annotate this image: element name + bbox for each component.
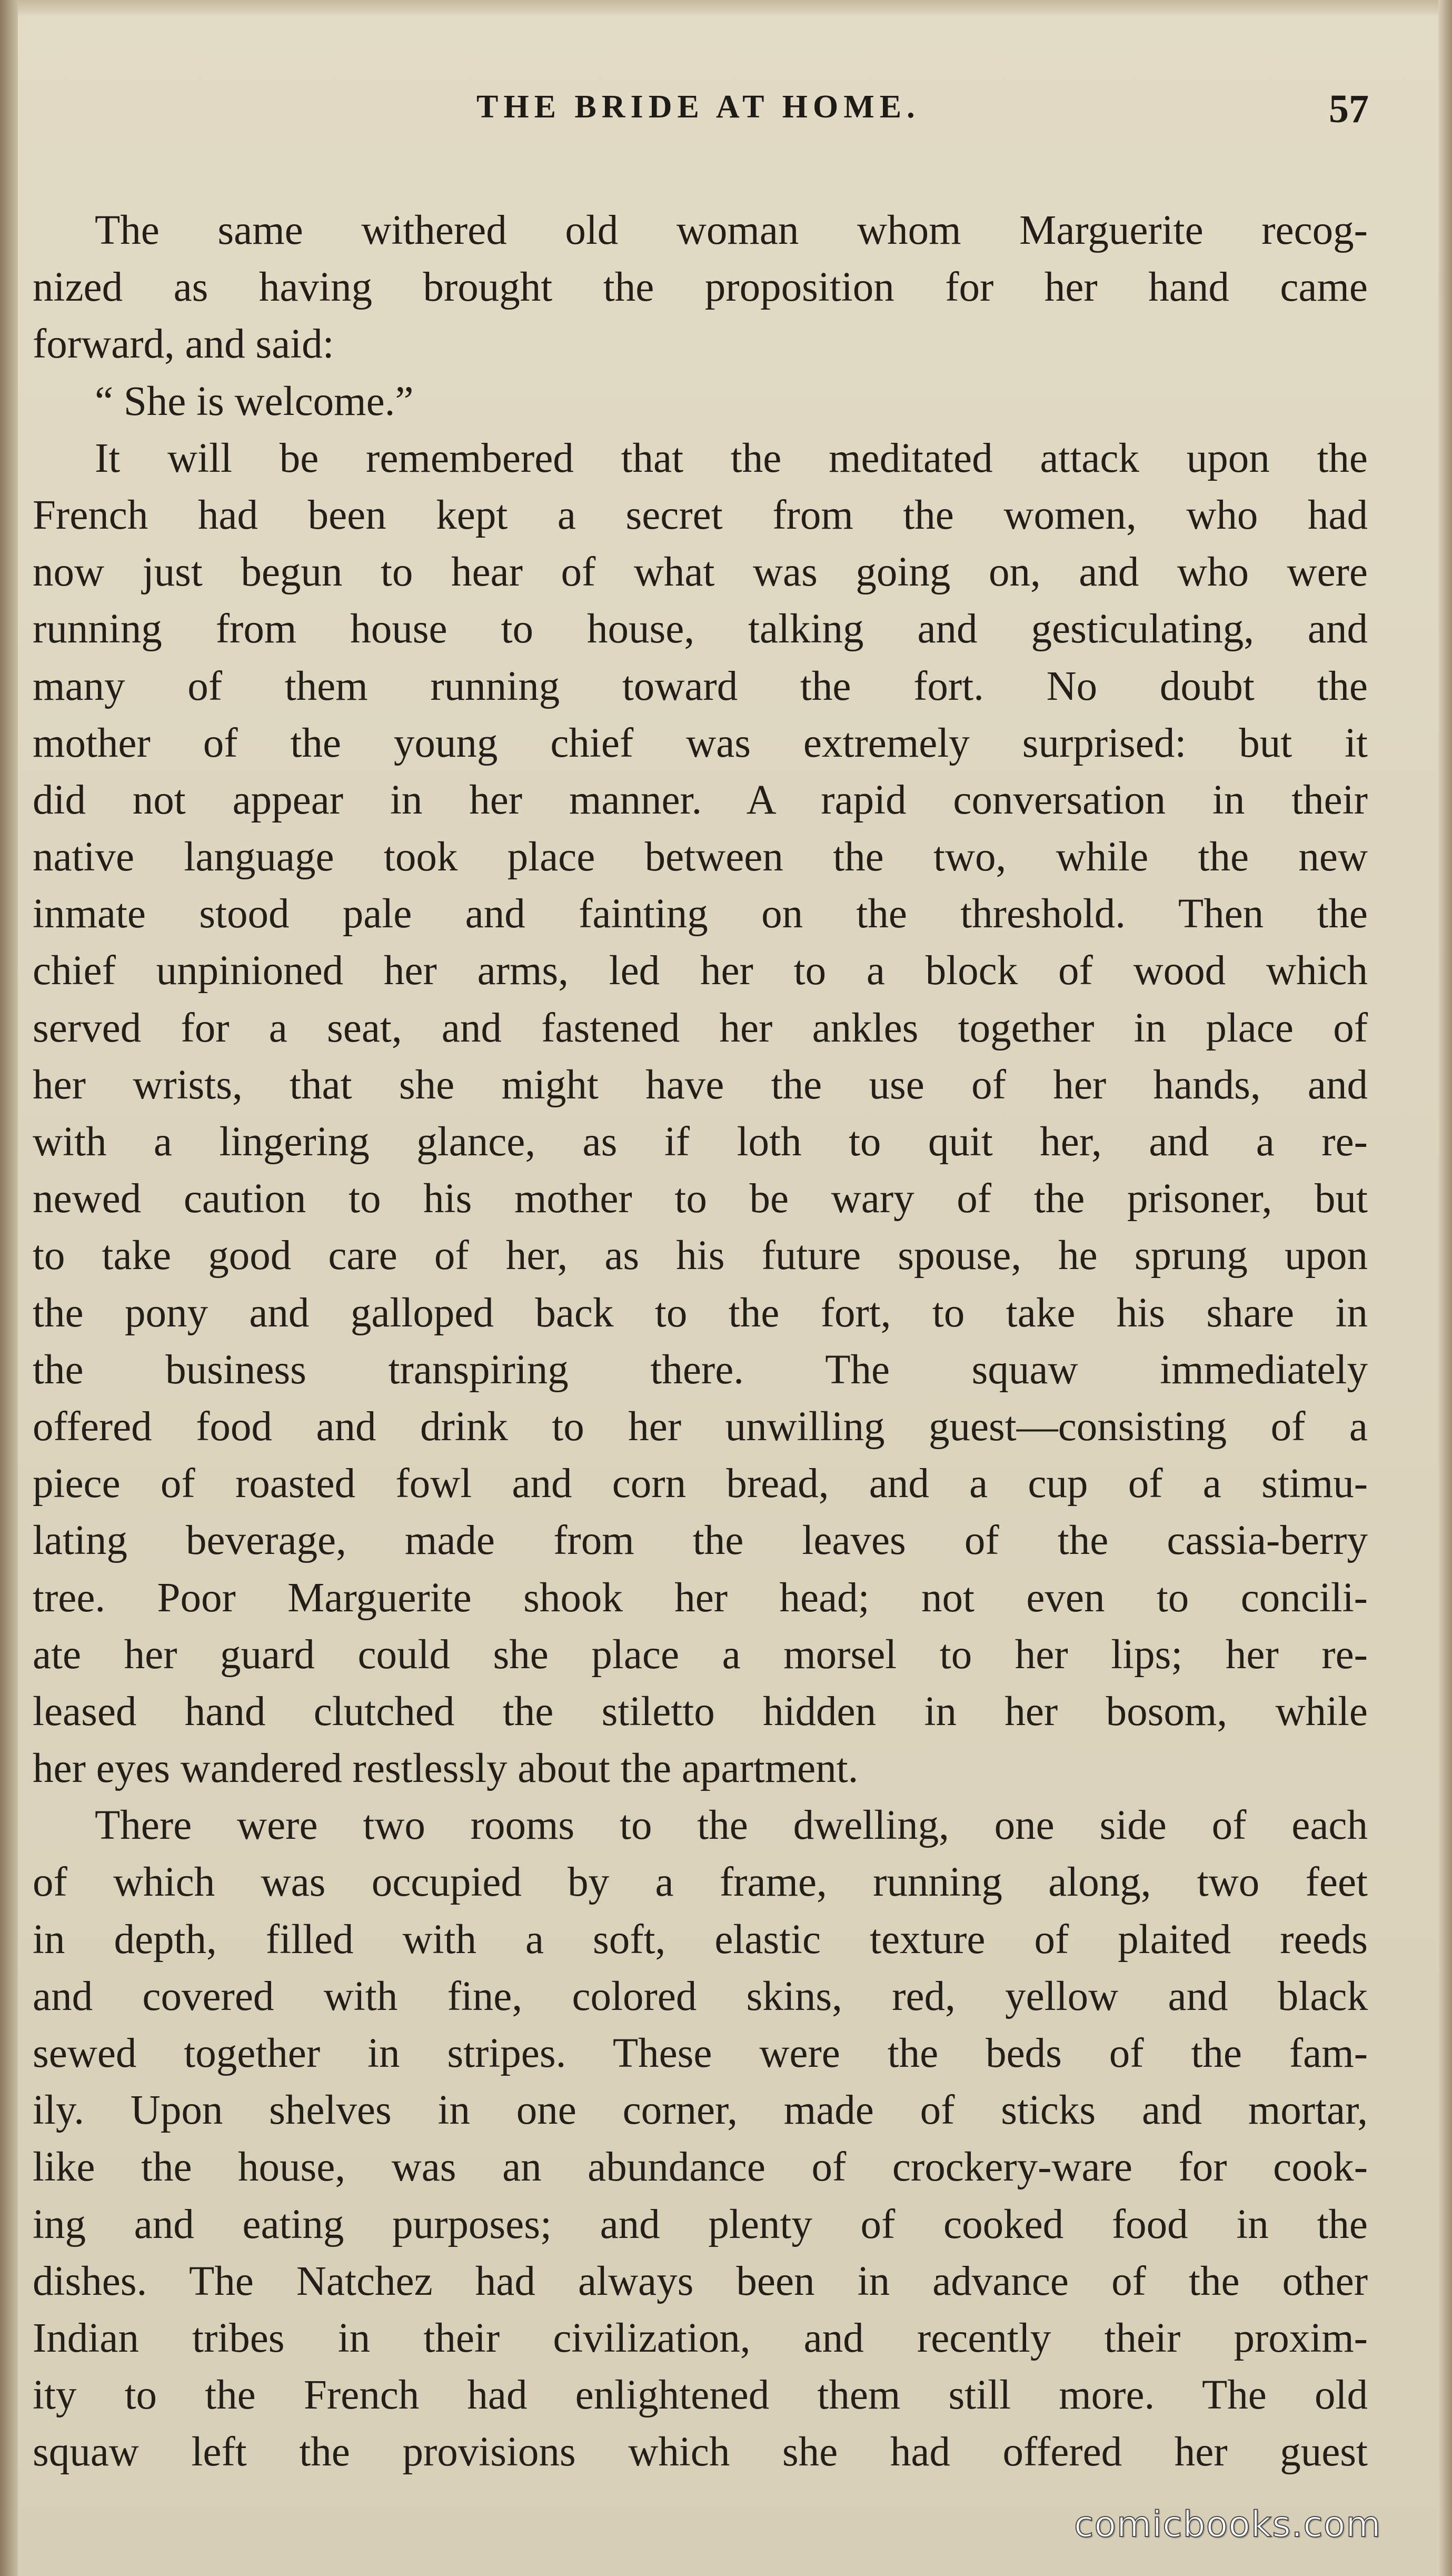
- text-line: now just begun to hear of what was going on, and who were: [33, 549, 1368, 596]
- text-line: many of them running toward the fort. No doubt the: [33, 663, 1368, 709]
- text-line: like the house, was an abundance of crockery-ware for cook-: [33, 2144, 1368, 2191]
- text-line: tree. Poor Marguerite shook her head; not even to concili-: [33, 1574, 1368, 1621]
- text-line: the pony and galloped back to the fort, to take his share in: [33, 1290, 1368, 1336]
- text-line: piece of roasted fowl and corn bread, and a cup of a stimu-: [33, 1461, 1368, 1507]
- text-line: offered food and drink to her unwilling guest—consisting of a: [33, 1403, 1368, 1450]
- watermark: comicbooks.com: [1074, 2504, 1381, 2545]
- text-line: and covered with fine, colored skins, red, yellow and black: [33, 1973, 1368, 2019]
- text-line: leased hand clutched the stiletto hidden in her bosom, while: [33, 1688, 1368, 1735]
- page-edge-shadow: [1438, 0, 1452, 2576]
- text-line: The same withered old woman whom Marguerite recog-: [95, 207, 1368, 253]
- text-line: native language took place between the two, while the new: [33, 834, 1368, 880]
- text-line: forward, and said:: [33, 321, 334, 368]
- page-top-edge: [0, 0, 1452, 16]
- text-line: “ She is welcome.”: [95, 378, 414, 424]
- text-line: newed caution to his mother to be wary of the prisoner, but: [33, 1176, 1368, 1222]
- text-line: did not appear in her manner. A rapid conversation in their: [33, 777, 1368, 823]
- text-line: the business transpiring there. The squaw immediately: [33, 1346, 1368, 1393]
- text-line: nized as having brought the proposition for her hand came: [33, 264, 1368, 311]
- running-head: THE BRIDE AT HOME.: [476, 89, 920, 125]
- text-line: mother of the young chief was extremely surprised: but it: [33, 720, 1368, 766]
- text-line: ily. Upon shelves in one corner, made of sticks and mortar,: [33, 2087, 1368, 2134]
- text-line: squaw left the provisions which she had offered her guest: [33, 2429, 1368, 2475]
- text-line: There were two rooms to the dwelling, one side of each: [95, 1802, 1368, 1849]
- text-line: to take good care of her, as his future spouse, he sprung upon: [33, 1233, 1368, 1279]
- text-line: with a lingering glance, as if loth to quit her, and a re-: [33, 1119, 1368, 1165]
- text-line: inmate stood pale and fainting on the threshold. Then the: [33, 891, 1368, 937]
- text-line: ing and eating purposes; and plenty of cooked food in the: [33, 2201, 1368, 2247]
- text-line: It will be remembered that the meditated attack upon the: [95, 435, 1368, 481]
- text-line: her wrists, that she might have the use of her hands, and: [33, 1062, 1368, 1108]
- text-line: ate her guard could she place a morsel to her lips; her re-: [33, 1631, 1368, 1678]
- text-line: Indian tribes in their civilization, and recently their proxim-: [33, 2315, 1368, 2361]
- text-line: her eyes wandered restlessly about the apartment.: [33, 1746, 859, 1792]
- binding-shadow: [0, 0, 18, 2576]
- text-line: ity to the French had enlightened them still more. The old: [33, 2372, 1368, 2419]
- body-text: [33, 202, 1368, 2481]
- text-line: dishes. The Natchez had always been in advance of the other: [33, 2258, 1368, 2304]
- text-line: served for a seat, and fastened her ankles together in place of: [33, 1005, 1368, 1051]
- page-number: 57: [1329, 87, 1369, 131]
- text-line: in depth, filled with a soft, elastic texture of plaited reeds: [33, 1916, 1368, 1963]
- text-line: sewed together in stripes. These were the beds of the fam-: [33, 2030, 1368, 2076]
- text-line: lating beverage, made from the leaves of the cassia-berry: [33, 1518, 1368, 1564]
- text-line: running from house to house, talking and gesticulating, and: [33, 606, 1368, 652]
- text-line: chief unpinioned her arms, led her to a block of wood which: [33, 948, 1368, 994]
- text-line: French had been kept a secret from the women, who had: [33, 492, 1368, 538]
- text-line: of which was occupied by a frame, running along, two feet: [33, 1859, 1368, 1906]
